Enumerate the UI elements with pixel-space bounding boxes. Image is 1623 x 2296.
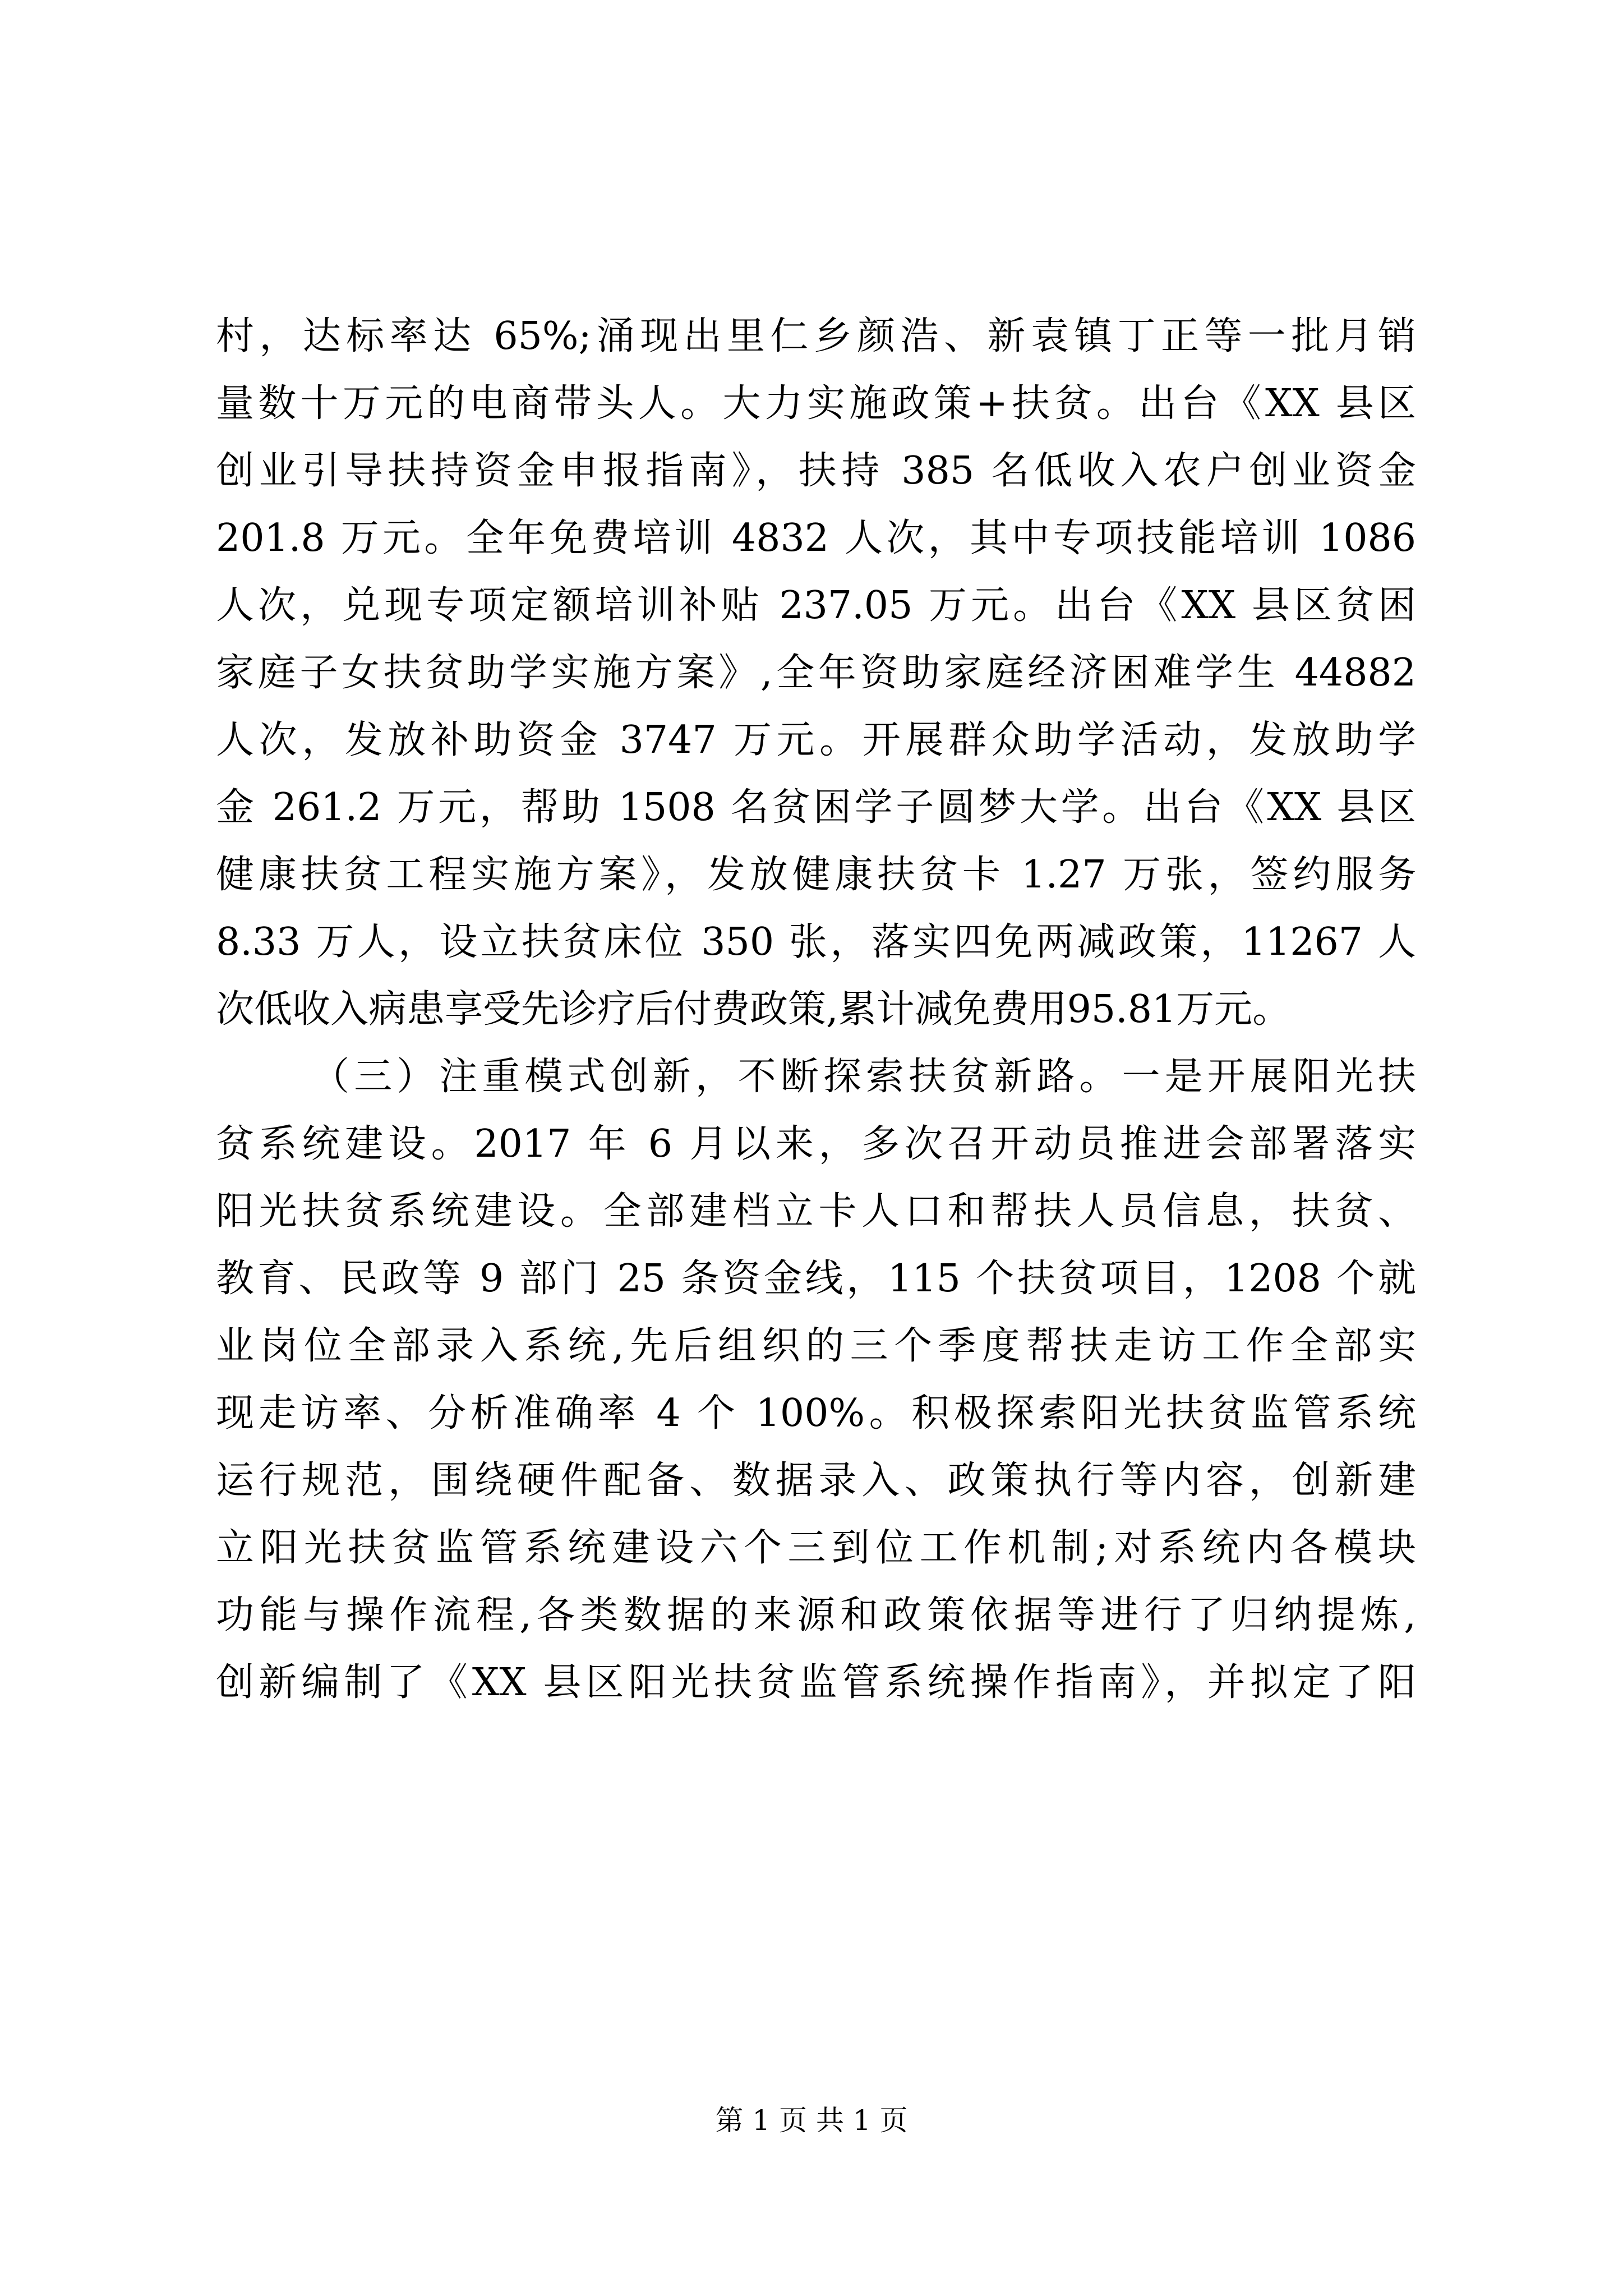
text-line: 201.8 万元。全年免费培训 4832 人次，其中专项技能培训 1086 xyxy=(216,516,1416,560)
text-line: 村，达标率达 65%;涌现出里仁乡颜浩、新袁镇丁正等一批月销 xyxy=(216,314,1416,358)
paragraph-heading-line: （三）注重模式创新，不断探索扶贫新路。一是开展阳光扶 xyxy=(311,1055,1416,1099)
text-line: 创新编制了《XX 县区阳光扶贫监管系统操作指南》，并拟定了阳 xyxy=(216,1660,1416,1705)
text-line: 阳光扶贫系统建设。全部建档立卡人口和帮扶人员信息，扶贫、 xyxy=(216,1189,1416,1234)
text-line: 运行规范，围绕硬件配备、数据录入、政策执行等内容，创新建 xyxy=(216,1458,1416,1503)
text-line: 金 261.2 万元，帮助 1508 名贫困学子圆梦大学。出台《XX 县区 xyxy=(216,785,1416,830)
page-number: 第 1 页 共 1 页 xyxy=(715,2104,908,2137)
text-line: 创业引导扶持资金申报指南》，扶持 385 名低收入农户创业资金 xyxy=(216,449,1416,493)
text-line: 贫系统建设。2017 年 6 月以来，多次召开动员推进会部署落实 xyxy=(216,1122,1416,1166)
text-line: 人次，发放补助资金 3747 万元。开展群众助学活动，发放助学 xyxy=(216,718,1416,762)
text-line: 立阳光扶贫监管系统建设六个三到位工作机制;对系统内各模块 xyxy=(216,1526,1416,1570)
text-line: 功能与操作流程,各类数据的来源和政策依据等进行了归纳提炼, xyxy=(216,1593,1416,1637)
text-line: 量数十万元的电商带头人。大力实施政策+扶贫。出台《XX 县区 xyxy=(216,381,1416,426)
text-line: 家庭子女扶贫助学实施方案》,全年资助家庭经济困难学生 44882 xyxy=(216,651,1416,695)
text-line: 现走访率、分析准确率 4 个 100%。积极探索阳光扶贫监管系统 xyxy=(216,1391,1416,1435)
page-footer xyxy=(0,2101,1623,2140)
text-line: 8.33 万人，设立扶贫床位 350 张，落实四免两减政策，11267 人 xyxy=(216,920,1416,964)
text-line: 次低收入病患享受先诊疗后付费政策,累计减免费用95.81万元。 xyxy=(216,987,1291,1032)
text-line: 人次，兑现专项定额培训补贴 237.05 万元。出台《XX 县区贫困 xyxy=(216,583,1416,628)
text-line: 教育、民政等 9 部门 25 条资金线，115 个扶贫项目，1208 个就 xyxy=(216,1257,1416,1301)
text-line: 业岗位全部录入系统,先后组织的三个季度帮扶走访工作全部实 xyxy=(216,1324,1416,1368)
text-line: 健康扶贫工程实施方案》，发放健康扶贫卡 1.27 万张，签约服务 xyxy=(216,853,1416,897)
